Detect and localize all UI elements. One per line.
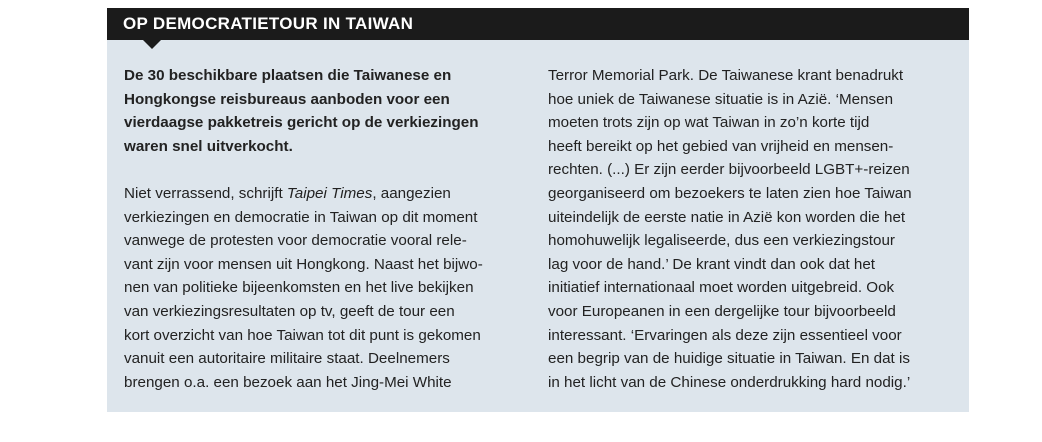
column-right xyxy=(548,64,952,394)
lead-line: De 30 beschikbare plaatsen die Taiwanese en xyxy=(124,67,452,84)
body-text: Niet verrassend, schrijft xyxy=(124,184,287,202)
body-line: een begrip van de huidige situatie in Taiwan. En dat is xyxy=(548,350,910,368)
body-line: initiatief internationaal moet worden uitgebreid. Ook xyxy=(548,279,895,297)
body-line: kort overzicht van hoe Taiwan tot dit punt is gekomen xyxy=(124,326,481,344)
body-line: interessant. ‘Ervaringen als deze zijn essentieel voor xyxy=(548,326,902,344)
lead-line: vierdaagse pakketreis gericht op de verkiezingen xyxy=(124,114,479,132)
body-line: lag voor de hand.’ De krant vindt dan ook dat het xyxy=(548,255,876,273)
article-box xyxy=(107,8,969,412)
body-line: brengen o.a. een bezoek aan het Jing-Mei White xyxy=(124,373,452,391)
body-paragraph-left xyxy=(124,182,528,394)
lead-line: waren snel uitverkocht. xyxy=(124,137,293,155)
body-line: van verkiezingsresultaten op tv, geeft de tour een xyxy=(124,302,455,320)
body-line: rechten. (...) Er zijn eerder bijvoorbeeld LGBT+-reizen xyxy=(548,161,910,179)
body-line: Terror Memorial Park. De Taiwanese krant benadrukt xyxy=(548,67,904,84)
body-text: , aangezien xyxy=(372,184,451,202)
body-line: moeten trots zijn op wat Taiwan in zo’n korte tijd xyxy=(548,114,870,132)
body-line: hoe uniek de Taiwanese situatie is in Azië. ‘Mensen xyxy=(548,90,894,108)
body-line: vant zijn voor mensen uit Hongkong. Naast het bijwo- xyxy=(124,255,483,273)
body-line: vanwege de protesten voor democratie vooral rele- xyxy=(124,232,467,250)
body-line: verkiezingen en democratie in Taiwan op dit moment xyxy=(124,208,478,226)
lead-paragraph xyxy=(124,64,528,158)
article-title: OP DEMOCRATIETOUR IN TAIWAN xyxy=(123,14,414,33)
body-line: voor Europeanen in een dergelijke tour bijvoorbeeld xyxy=(548,302,896,320)
body-paragraph-right xyxy=(548,64,952,394)
body-line: uiteindelijk de eerste natie in Azië kon worden die het xyxy=(548,208,906,226)
lead-line: Hongkongse reisbureaus aanboden voor een xyxy=(124,90,450,108)
body-line: vanuit een autoritaire militaire staat. Deelnemers xyxy=(124,350,450,368)
publication-name: Taipei Times xyxy=(286,184,373,202)
header-notch xyxy=(143,40,161,49)
body-line: nen van politieke bijeenkomsten en het live bekijken xyxy=(124,279,474,297)
body-line: homohuwelijk legaliseerde, dus een verkiezingstour xyxy=(548,232,895,250)
body-line xyxy=(124,182,528,206)
body-line: in het licht van de Chinese onderdrukking hard nodig.’ xyxy=(548,373,911,391)
body-line: georganiseerd om bezoekers te laten zien hoe Taiwan xyxy=(548,184,912,202)
article-header xyxy=(107,8,969,40)
body-line: heeft bereikt op het gebied van vrijheid en mensen- xyxy=(548,137,894,155)
column-left xyxy=(124,64,528,394)
